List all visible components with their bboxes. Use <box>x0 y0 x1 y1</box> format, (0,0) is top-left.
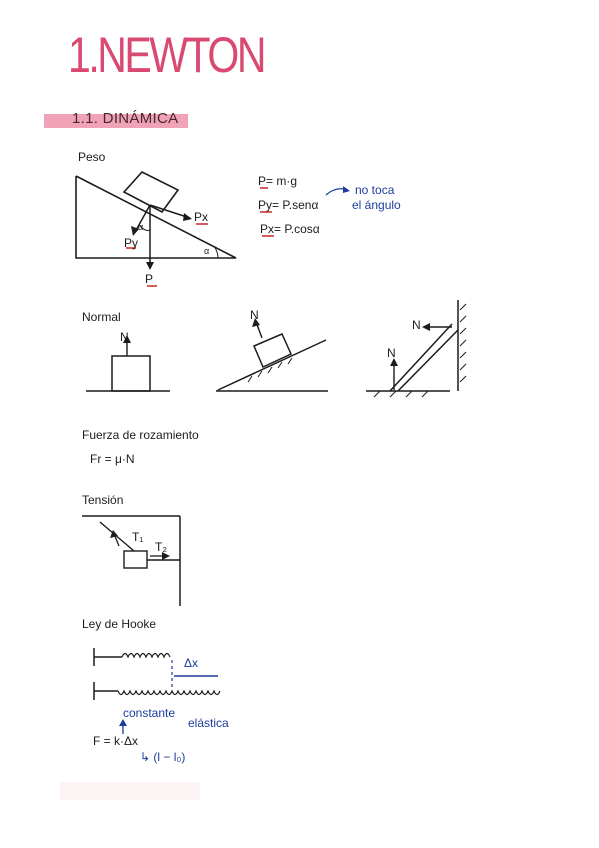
normal-n-wall: N <box>412 318 421 332</box>
label-py: Py <box>124 236 139 250</box>
tension-t1: T₁ <box>132 530 144 544</box>
label-p: P <box>145 272 154 286</box>
hooke-formula: F = k·Δx <box>93 734 139 748</box>
formula-py: Py= P.senα <box>258 198 319 212</box>
formula-p: P= m·g <box>258 174 298 188</box>
note-no-toca: no toca <box>355 183 395 197</box>
hooke-constante: constante <box>123 706 176 720</box>
normal-n-floor: N <box>387 346 396 360</box>
rozamiento-formula: Fr = μ·N <box>90 452 135 466</box>
normal-n-flat: N <box>120 330 129 344</box>
formula-px: Px= P.cosα <box>260 222 320 236</box>
rozamiento-heading: Fuerza de rozamiento <box>82 428 199 442</box>
section-title: 1.1. DINÁMICA <box>72 110 179 127</box>
note-el-angulo: el ángulo <box>352 198 401 212</box>
peso-heading: Peso <box>78 150 106 164</box>
normal-heading: Normal <box>82 310 121 324</box>
label-px: Px <box>194 210 209 224</box>
page-title: 1.NEWTON <box>68 27 264 83</box>
faded-highlight <box>60 782 200 800</box>
hooke-elastica: elástica <box>188 716 229 730</box>
angle-alpha-top: α <box>138 222 144 232</box>
tension-t2: T₂ <box>155 540 167 554</box>
hooke-delta-expansion: ↳ (l − l₀) <box>140 750 186 764</box>
tension-heading: Tensión <box>82 493 124 507</box>
hooke-delta-x: Δx <box>184 656 199 670</box>
angle-alpha-base: α <box>204 246 210 256</box>
hooke-heading: Ley de Hooke <box>82 617 157 631</box>
normal-n-incline: N <box>250 308 259 322</box>
